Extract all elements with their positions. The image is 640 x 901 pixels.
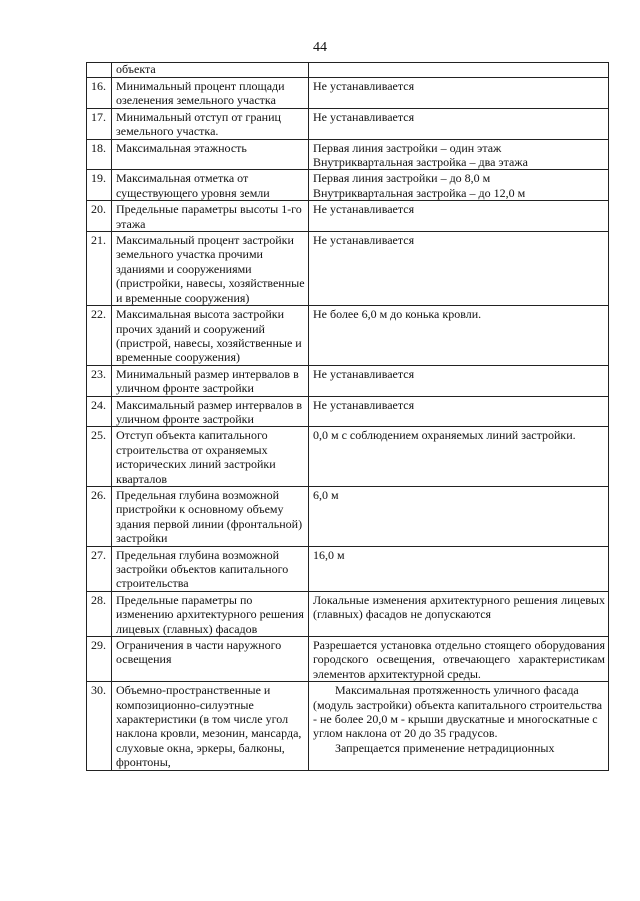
page-number: 44 [313,40,327,55]
parameter-name: Ограничения в части наружного освещения [112,637,309,682]
table-row [87,637,609,682]
parameter-name: Минимальный отступ от границ земельного участка. [112,108,309,139]
parameter-name-cell: объекта [112,63,309,78]
parameter-value [309,396,609,427]
value-paragraph: Максимальная протяженность уличного фасада (модуль застройки) объекта капитального строительства - не более 20,0 м - крыши двускатные и многоскатные с углом наклона от 20 до 35 градусов. [313,683,603,741]
parameter-name: Предельная глубина возможной застройки объектов капитального строительства [112,546,309,591]
table-row [87,396,609,427]
table-row [87,232,609,306]
parameter-name: Отступ объекта капитального строительства от охраняемых исторических линий застройки кварталов [112,427,309,487]
value-line: Не более 6,0 м до конька кровли. [313,307,482,322]
table-row [87,170,609,201]
row-number: 18. [87,139,112,170]
row-number: 19. [87,170,112,201]
parameter-value-cell [309,63,609,78]
value-line: Первая линия застройки – один этаж [313,140,502,155]
parameter-value [309,486,609,546]
row-number: 20. [87,201,112,232]
parameter-name: Максимальный размер интервалов в уличном фронте застройки [112,396,309,427]
value-line: Не устанавливается [313,79,415,93]
parameter-name: Предельная глубина возможной пристройки к основному объему здания первой линии (фронтальной) застройки [112,486,309,546]
row-number: 16. [87,78,112,109]
value-line: Внутриквартальная застройка – до 12,0 м [313,185,526,200]
parameter-value [309,232,609,306]
table-row [87,108,609,139]
parameter-name: Минимальный процент площади озеленения земельного участка [112,78,309,109]
value-line: Не устанавливается [313,233,415,248]
parameter-value [309,170,609,201]
parameter-value [309,78,609,109]
parameter-name: Максимальный процент застройки земельного участка прочими зданиями и сооружениями (пристройки, навесы, хозяйственные и временные сооружения) [112,232,309,306]
table-row [87,591,609,636]
value-line: Не устанавливается [313,202,415,217]
row-number: 21. [87,232,112,306]
table-row [87,78,609,109]
row-number: 28. [87,591,112,636]
parameters-table [86,62,609,771]
parameter-name: Объемно-пространственные и композиционно-силуэтные характеристики (в том числе угол наклона кровли, мезонин, мансарда, слуховые окна, эркеры, балконы, фронтоны, [112,682,309,770]
table-row [87,201,609,232]
row-number: 24. [87,396,112,427]
value-line: Первая линия застройки – до 8,0 м [313,171,491,186]
parameter-value [309,365,609,396]
row-number: 22. [87,306,112,366]
row-number: 17. [87,108,112,139]
row-number: 30. [87,682,112,770]
row-number: 26. [87,486,112,546]
table-row [87,427,609,487]
parameter-name: Предельные параметры высоты 1-го этажа [112,201,309,232]
row-number: 29. [87,637,112,682]
table-row [87,306,609,366]
table-row [87,546,609,591]
parameter-value: Локальные изменения архитектурного решения лицевых (главных) фасадов не допускаются [309,591,609,636]
table-row [87,365,609,396]
parameter-value [309,306,609,366]
parameter-value [309,201,609,232]
value-line: Не устанавливается [313,366,415,381]
table-row [87,682,609,770]
parameter-name: Максимальная высота застройки прочих зданий и сооружений (пристрой, навесы, хозяйственные и временные сооружения) [112,306,309,366]
parameter-name: Минимальный размер интервалов в уличном фронте застройки [112,365,309,396]
row-number: 27. [87,546,112,591]
table-row-continuation [87,63,609,78]
parameter-name: Максимальная отметка от существующего уровня земли [112,170,309,201]
row-number-cell [87,63,112,78]
parameter-name: Предельные параметры по изменению архитектурного решения лицевых (главных) фасадов [112,591,309,636]
value-line: Не устанавливается [313,109,415,124]
row-number: 23. [87,365,112,396]
parameter-value [309,427,609,487]
value-line: 6,0 м [313,487,339,502]
parameter-value: Разрешается установка отдельно стоящего оборудования городского освещения, отвечающего характеристикам элементов архитектурной среды. [309,637,609,682]
parameter-name: Максимальная этажность [112,139,309,170]
value-paragraph: Запрещается применение нетрадиционных [335,740,555,755]
table-row [87,139,609,170]
parameter-value [309,682,609,770]
parameter-value [309,108,609,139]
value-line: 0,0 м с соблюдением охраняемых линий застройки. [313,428,576,443]
parameter-value [309,546,609,591]
row-number: 25. [87,427,112,487]
table-row [87,486,609,546]
value-line: Внутриквартальная застройка – два этажа [313,155,528,170]
value-line: 16,0 м [313,547,345,562]
value-line: Не устанавливается [313,397,415,412]
parameter-value [309,139,609,170]
